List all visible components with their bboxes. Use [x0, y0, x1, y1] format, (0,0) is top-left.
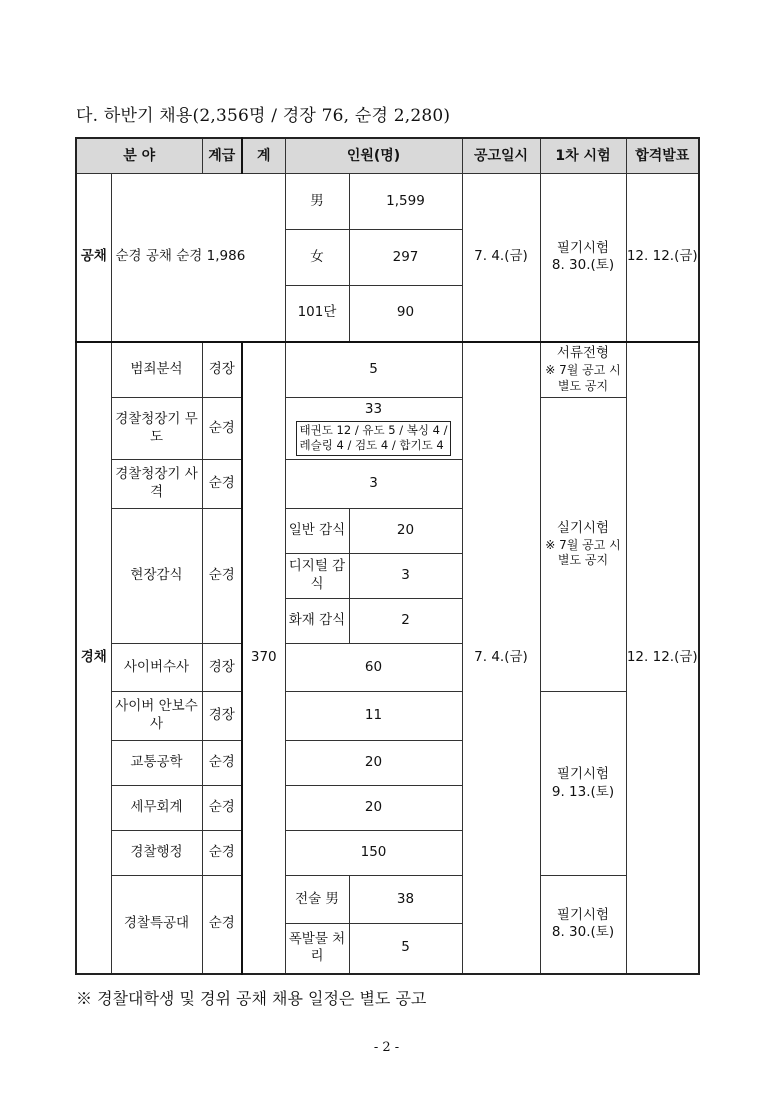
gyeongchae-total: 370 — [242, 342, 285, 974]
exam-document-note-2: 별도 공지 — [557, 378, 609, 393]
table-row — [76, 174, 699, 230]
table-row — [76, 692, 699, 741]
forensics-general-count: 20 — [349, 509, 462, 554]
forensics-field: 현장감식 — [111, 509, 202, 644]
category-gongchae: 공채 — [76, 174, 111, 342]
shooting-count: 3 — [285, 460, 462, 509]
martial-arts-detail-box — [296, 421, 452, 456]
crime-analysis-count: 5 — [285, 342, 462, 398]
gongchae-field — [111, 174, 285, 342]
footnote: ※ 경찰대학생 및 경위 공채 채용 일정은 별도 공고 — [76, 989, 427, 1008]
forensics-rank: 순경 — [202, 509, 242, 644]
gongchae-101-count: 90 — [349, 286, 462, 342]
exam-practical-note-2: 별도 공지 — [557, 553, 609, 568]
gongchae-female-label: 女 — [285, 230, 349, 286]
header-total: 계 — [242, 138, 285, 174]
forensics-general-label: 일반 감식 — [285, 509, 349, 554]
exam-written-a — [540, 692, 626, 876]
exam-written-b — [540, 876, 626, 974]
martial-arts-rank: 순경 — [202, 398, 242, 460]
section-heading: 다. 하반기 채용(2,356명 / 경장 76, 순경 2,280) — [76, 106, 451, 126]
martial-arts-count-cell — [285, 398, 462, 460]
gongchae-result: 12. 12.(금) — [626, 174, 699, 342]
gongchae-notice-date: 7. 4.(금) — [462, 174, 540, 342]
gongchae-total: 1,986 — [206, 248, 246, 265]
cyber-security-field: 사이버 안보수사 — [111, 692, 202, 741]
header-notice-date: 공고일시 — [462, 138, 540, 174]
gongchae-exam-date: 8. 30.(토) — [551, 257, 615, 274]
forensics-digital-count: 3 — [349, 554, 462, 599]
police-admin-rank: 순경 — [202, 831, 242, 876]
special-unit-tactical-count: 38 — [349, 876, 462, 924]
exam-document-note: ※ 7월 공고 시 — [545, 362, 621, 377]
traffic-rank: 순경 — [202, 741, 242, 786]
table-row — [76, 342, 699, 398]
tax-accounting-rank: 순경 — [202, 786, 242, 831]
gongchae-field-label: 순경 공채 순경 — [115, 248, 203, 265]
recruitment-table — [75, 137, 700, 975]
gongchae-male-label: 男 — [285, 174, 349, 230]
gongchae-exam-type: 필기시험 — [556, 239, 610, 256]
forensics-fire-label: 화재 감식 — [285, 599, 349, 644]
traffic-count: 20 — [285, 741, 462, 786]
header-field: 분 야 — [76, 138, 202, 174]
tax-accounting-count: 20 — [285, 786, 462, 831]
cyber-investigation-rank: 경장 — [202, 644, 242, 692]
header-result: 합격발표 — [626, 138, 699, 174]
exam-practical-note: ※ 7월 공고 시 — [545, 537, 621, 552]
gongchae-101-label: 101단 — [285, 286, 349, 342]
police-admin-count: 150 — [285, 831, 462, 876]
martial-arts-detail-2: 레슬링 4 / 검도 4 / 합기도 4 — [299, 438, 444, 453]
exam-document-type: 서류전형 — [556, 345, 610, 362]
martial-arts-count: 33 — [364, 401, 383, 418]
tax-accounting-field: 세무회계 — [111, 786, 202, 831]
shooting-rank: 순경 — [202, 460, 242, 509]
exam-written-b-type: 필기시험 — [556, 906, 610, 923]
category-gyeongchae: 경채 — [76, 342, 111, 974]
cyber-investigation-field: 사이버수사 — [111, 644, 202, 692]
traffic-field: 교통공학 — [111, 741, 202, 786]
shooting-field: 경찰청장기 사격 — [111, 460, 202, 509]
gongchae-female-count: 297 — [349, 230, 462, 286]
special-unit-tactical-label: 전술 男 — [285, 876, 349, 924]
special-unit-field: 경찰특공대 — [111, 876, 202, 974]
table-row — [76, 876, 699, 924]
police-admin-field: 경찰행정 — [111, 831, 202, 876]
cyber-security-count: 11 — [285, 692, 462, 741]
exam-practical — [540, 398, 626, 692]
exam-practical-type: 실기시험 — [556, 520, 610, 537]
martial-arts-field: 경찰청장기 무도 — [111, 398, 202, 460]
table-row — [76, 398, 699, 460]
crime-analysis-field: 범죄분석 — [111, 342, 202, 398]
forensics-fire-count: 2 — [349, 599, 462, 644]
martial-arts-detail-1: 태권도 12 / 유도 5 / 복싱 4 / — [299, 422, 448, 437]
exam-written-b-date: 8. 30.(토) — [551, 924, 615, 941]
header-first-exam: 1차 시험 — [540, 138, 626, 174]
cyber-security-rank: 경장 — [202, 692, 242, 741]
header-rank: 계급 — [202, 138, 242, 174]
header-row — [76, 138, 699, 174]
exam-document — [540, 342, 626, 398]
cyber-investigation-count: 60 — [285, 644, 462, 692]
exam-written-a-type: 필기시험 — [556, 765, 610, 782]
special-unit-explosive-count: 5 — [349, 924, 462, 974]
header-personnel: 인원(명) — [285, 138, 462, 174]
gongchae-first-exam — [540, 174, 626, 342]
forensics-digital-label: 디지털 감식 — [285, 554, 349, 599]
gyeongchae-result: 12. 12.(금) — [626, 342, 699, 974]
exam-written-a-date: 9. 13.(토) — [551, 783, 615, 800]
gongchae-male-count: 1,599 — [349, 174, 462, 230]
gyeongchae-notice-date: 7. 4.(금) — [462, 342, 540, 974]
crime-analysis-rank: 경장 — [202, 342, 242, 398]
special-unit-explosive-label: 폭발물 처리 — [285, 924, 349, 974]
page-number: - 2 - — [373, 1040, 400, 1055]
special-unit-rank: 순경 — [202, 876, 242, 974]
